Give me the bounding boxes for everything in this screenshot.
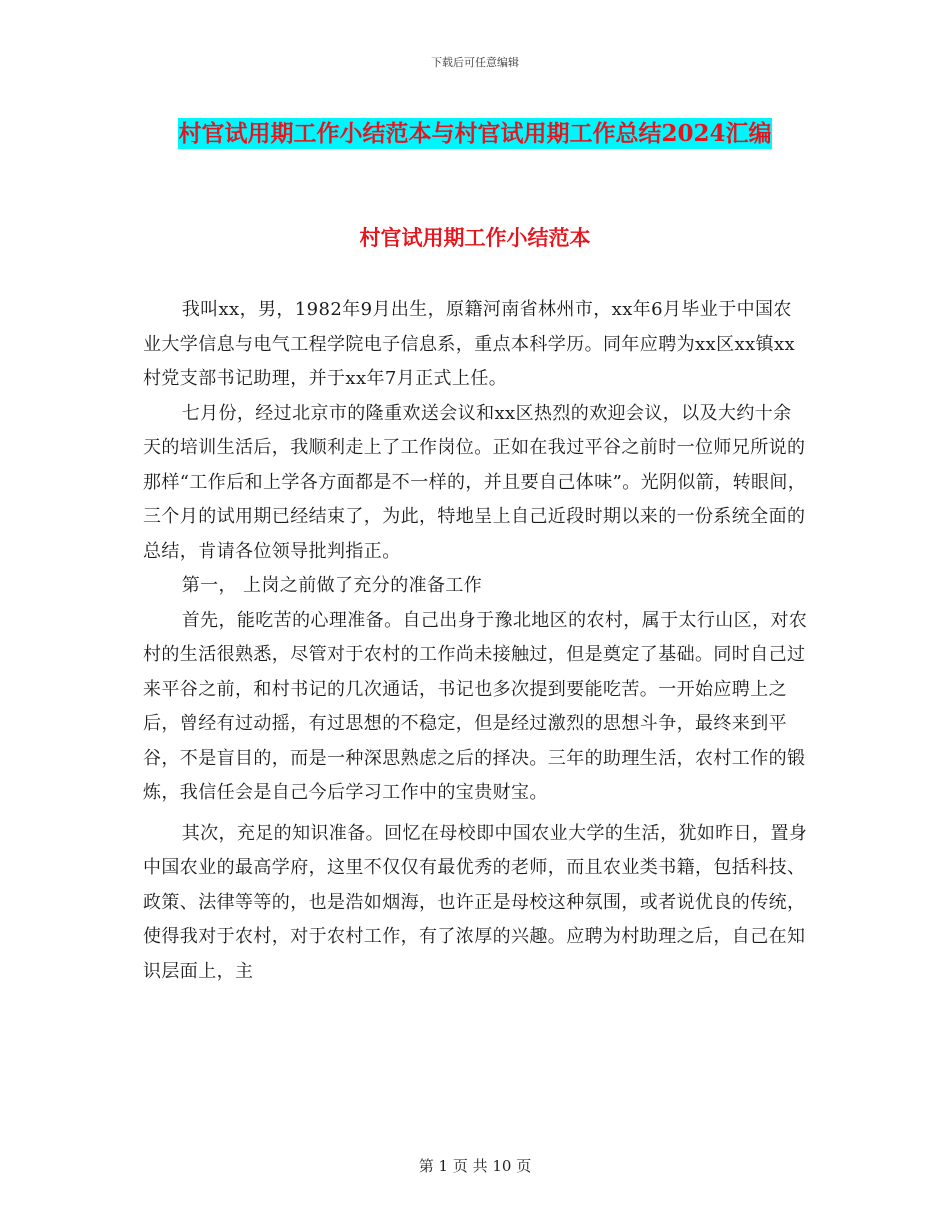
document-title-text: 村官试用期工作小结范本与村官试用期工作总结2024汇编 (178, 120, 772, 147)
paragraph-4: 首先，能吃苦的心理准备。自己出身于豫北地区的农村，属于太行山区，对农村的生活很熟悉，尽管对于农村的工作尚未接触过，但是奠定了基础。同时自己过来平谷之前，和村书记的几次通话，书记也多次提到要能吃苦。一开始应聘上之后，曾经有过动摇，有过思想的不稳定，但是经过激烈的思想斗争，最终来到平谷，不是盲目的，而是一种深思熟虑之后的择决。三年的助理生活，农村工作的锻炼，我信任会是自己今后学习工作中的宝贵财宝。 (143, 609, 808, 803)
document-body (143, 293, 808, 989)
paragraph-1: 我叫xx，男，1982年9月出生，原籍河南省林州市，xx年6月毕业于中国农业大学信息与电气工程学院电子信息系，重点本科学历。同年应聘为xx区xx镇xx村党支部书记助理，并于xx年7月正式上任。 (143, 299, 796, 389)
paragraph-5: 其次，充足的知识准备。回忆在母校即中国农业大学的生活，犹如昨日，置身中国农业的最高学府，这里不仅仅有最优秀的老师，而且农业类书籍，包括科技、政策、法律等等的，也是浩如烟海，也许正是母校这种氛围，或者说优良的传统，使得我对于农村，对于农村工作，有了浓厚的兴趣。应聘为村助理之后，自己在知识层面上，主 (143, 822, 808, 982)
paragraph-3-heading: 第一， 上岗之前做了充分的准备工作 (181, 575, 483, 596)
paragraph-2: 七月份，经过北京市的隆重欢送会议和xx区热烈的欢迎会议，以及大约十余天的培训生活后，我顺利走上了工作岗位。正如在我过平谷之前时一位师兄所说的那样“工作后和上学各方面都是不一样的，并且要自己体味”。光阴似箭，转眼间，三个月的试用期已经结束了，为此，特地呈上自己近段时期以来的一份系统全面的总结，肯请各位领导批判指正。 (143, 402, 807, 562)
document-title (150, 112, 800, 156)
page-footer: 第 1 页 共 10 页 (418, 1157, 532, 1175)
page-header-note: 下载后可任意编辑 (431, 56, 519, 69)
section-title: 村官试用期工作小结范本 (359, 225, 591, 250)
